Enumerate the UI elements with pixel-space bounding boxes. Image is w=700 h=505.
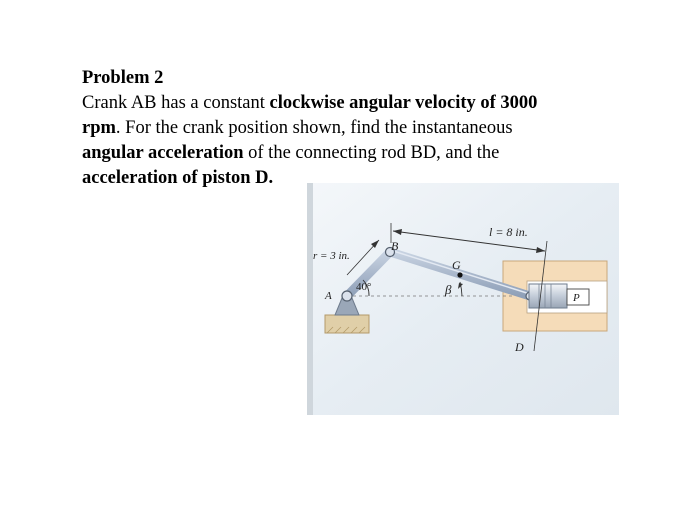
label-angle: 40° bbox=[356, 281, 372, 293]
problem-emphasis: clockwise angular velocity of 3000 bbox=[269, 93, 538, 113]
problem-emphasis: acceleration of piston D. bbox=[82, 168, 274, 188]
label-beta: β bbox=[445, 282, 452, 297]
center-g bbox=[457, 272, 462, 277]
ground-base bbox=[325, 315, 369, 333]
label-d: D bbox=[515, 340, 524, 354]
piston bbox=[529, 284, 567, 308]
problem-text: Crank AB has a constant bbox=[82, 93, 270, 113]
problem-emphasis: angular acceleration bbox=[82, 143, 244, 163]
problem-emphasis: rpm bbox=[82, 118, 116, 138]
label-g: G bbox=[452, 258, 461, 272]
problem-statement bbox=[82, 66, 622, 191]
page-edge-shadow bbox=[307, 183, 313, 415]
problem-line-2 bbox=[82, 116, 622, 141]
label-p: P bbox=[573, 292, 580, 304]
label-b: B bbox=[391, 239, 399, 253]
slider-crank-figure bbox=[307, 183, 619, 415]
problem-line-1 bbox=[82, 91, 622, 116]
pin-a bbox=[342, 291, 352, 301]
label-length: l = 8 in. bbox=[489, 225, 528, 239]
label-a: A bbox=[325, 290, 332, 302]
label-radius: r = 3 in. bbox=[313, 250, 350, 262]
problem-text: . For the crank position shown, find the instantaneous bbox=[115, 118, 513, 138]
problem-text: of the connecting rod BD, and the bbox=[243, 143, 500, 163]
problem-line-3 bbox=[82, 141, 622, 166]
slider-crank-diagram bbox=[307, 183, 619, 415]
problem-title: Problem 2 bbox=[82, 68, 164, 88]
